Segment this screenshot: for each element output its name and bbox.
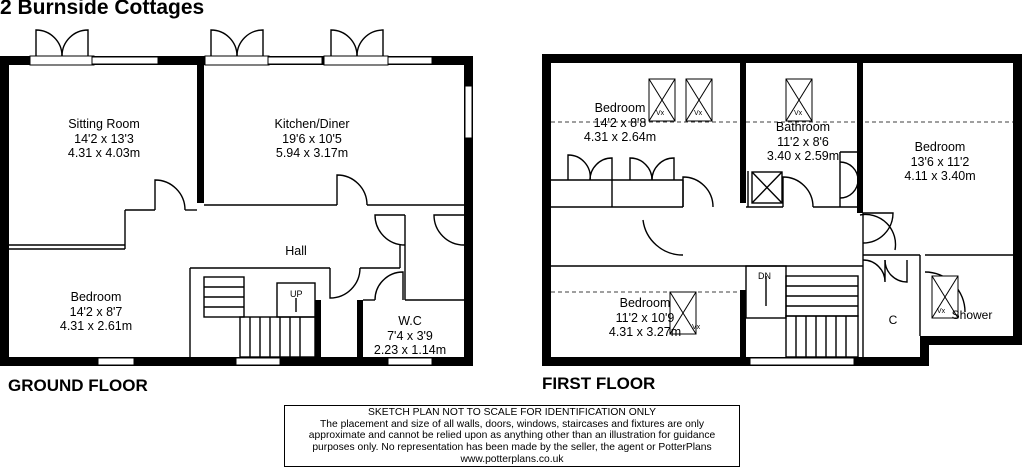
disclaimer-line: approximate and cannot be relied upon as anything other than an illustration for guidance (308, 430, 716, 442)
room-cupboard: C (888, 313, 898, 327)
stair-down-label: DN (758, 271, 771, 281)
velux-label: Vx (694, 110, 703, 117)
room-shower: Shower (951, 308, 993, 322)
room-kitchen-diner: Kitchen/Diner 19'6 x 10'5 5.94 x 3.17m (274, 117, 350, 160)
velux-label: Vx (692, 324, 701, 331)
disclaimer-website: www.potterplans.co.uk (460, 453, 564, 465)
stair-up-label: UP (290, 289, 303, 299)
ground-floor-label: GROUND FLOOR (8, 376, 148, 395)
disclaimer-heading: SKETCH PLAN NOT TO SCALE FOR IDENTIFICATION ONLY (368, 407, 656, 418)
page-title: 2 Burnside Cottages (0, 0, 205, 19)
velux-label: Vx (937, 308, 946, 315)
velux-label: Vx (794, 110, 803, 117)
room-first-bedroom-2: Bedroom 13'6 x 11'2 4.11 x 3.40m (904, 140, 976, 183)
room-ground-bedroom: Bedroom 14'2 x 8'7 4.31 x 2.61m (59, 290, 133, 333)
room-wc: W.C 7'4 x 3'9 2.23 x 1.14m (373, 314, 447, 357)
first-floor-label: FIRST FLOOR (542, 374, 656, 393)
disclaimer-box (284, 405, 740, 467)
room-first-bedroom-3: Bedroom 11'2 x 10'9 4.31 x 3.27m (608, 296, 682, 339)
room-sitting-room: Sitting Room 14'2 x 13'3 4.31 x 4.03m (67, 117, 141, 160)
velux-label: Vx (656, 110, 665, 117)
room-first-bedroom-1: Bedroom 14'2 x 8'8 4.31 x 2.64m (583, 101, 657, 144)
room-hall: Hall (285, 244, 307, 258)
room-bathroom: Bathroom 11'2 x 8'6 3.40 x 2.59m (766, 120, 840, 163)
disclaimer-line: purposes only. No representation has been made by the seller, the agent or PotterPlans (312, 442, 712, 454)
disclaimer-line: The placement and size of all walls, doors, windows, staircases and fixtures are only (319, 418, 705, 430)
